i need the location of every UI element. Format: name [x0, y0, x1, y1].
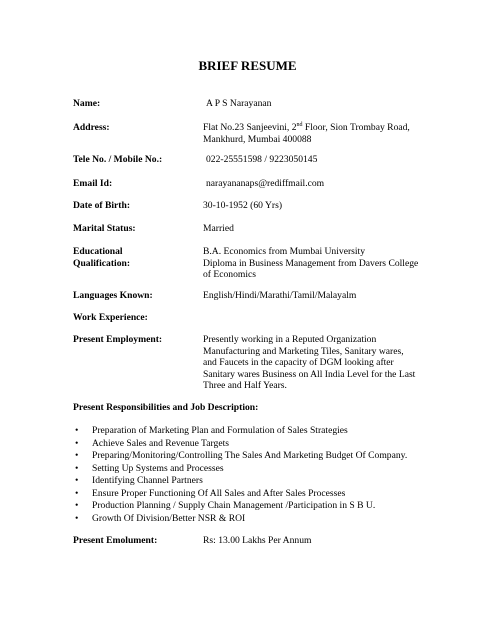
employment-line-4: Sanitary wares Business on All India Level for the Last	[203, 368, 416, 380]
present-employment-label: Present Employment:	[73, 334, 163, 345]
responsibilities-heading: Present Responsibilities and Job Description:	[73, 402, 259, 413]
name-value: A P S Narayanan	[206, 98, 272, 109]
list-item	[73, 475, 453, 488]
bullet-icon: •	[75, 475, 79, 486]
bullet-icon: •	[75, 500, 79, 511]
responsibilities-list	[73, 425, 453, 525]
education-label-line-1: Educational	[73, 246, 123, 257]
address-line-1	[203, 122, 435, 134]
list-item-text: Setting Up Systems and Processes	[92, 462, 224, 474]
bullet-icon: •	[75, 512, 79, 524]
page-title: BRIEF RESUME	[198, 58, 297, 73]
languages-label: Languages Known:	[73, 290, 153, 301]
email-value: narayananaps@rediffmail.com	[206, 178, 325, 189]
list-item-text: Ensure Proper Functioning Of All Sales and After Sales Processes	[92, 487, 346, 499]
name-label: Name:	[73, 98, 101, 109]
bullet-icon: •	[75, 462, 79, 474]
bullet-icon: •	[75, 425, 79, 436]
list-item	[73, 488, 453, 501]
list-item	[73, 438, 453, 451]
education-value	[203, 246, 435, 281]
list-item	[73, 500, 453, 513]
email-label: Email Id:	[73, 178, 113, 189]
address-superscript: nd	[296, 121, 303, 128]
emolument-label: Present Emolument:	[73, 535, 158, 546]
employment-line-1: Presently working in a Reputed Organization	[203, 334, 377, 345]
employment-line-5: Three and Half Years.	[203, 380, 287, 392]
list-item-text: Preparing/Monitoring/Controlling The Sales And Marketing Budget Of Company.	[92, 450, 408, 461]
address-line-1-part-b: Floor, Sion Trombay Road,	[302, 122, 410, 133]
phone-value: 022-25551598 / 9223050145	[206, 154, 318, 165]
bullet-icon: •	[75, 487, 79, 499]
education-label-line-2: Qualification:	[73, 257, 131, 269]
list-item	[73, 513, 453, 526]
bullet-icon: •	[75, 437, 79, 449]
list-item-text: Identifying Channel Partners	[92, 475, 203, 486]
education-line-2: Diploma in Business Management from Davers College	[203, 257, 419, 269]
list-item	[73, 450, 453, 463]
bullet-icon: •	[75, 450, 79, 461]
present-employment-value	[203, 334, 435, 392]
languages-value: English/Hindi/Marathi/Tamil/Malayalm	[203, 290, 357, 301]
marital-label: Marital Status:	[73, 223, 136, 234]
list-item	[73, 425, 453, 438]
employment-line-2: Manufacturing and Marketing Tiles, Sanitary wares,	[203, 345, 404, 357]
education-label	[73, 246, 201, 269]
list-item	[73, 463, 453, 476]
work-experience-label: Work Experience:	[73, 312, 148, 323]
address-line-2: Mankhurd, Mumbai 400088	[203, 133, 312, 145]
education-line-1: B.A. Economics from Mumbai University	[203, 246, 366, 257]
employment-line-3: and Faucets in the capacity of DGM looking after	[203, 357, 394, 369]
list-item-text: Growth Of Division/Better NSR & ROI	[92, 512, 246, 524]
education-line-3: of Economics	[203, 269, 257, 281]
phone-label: Tele No. / Mobile No.:	[73, 154, 163, 165]
list-item-text: Production Planning / Supply Chain Management /Participation in S B U.	[92, 500, 376, 511]
emolument-value: Rs: 13.00 Lakhs Per Annum	[203, 535, 312, 546]
list-item-text: Preparation of Marketing Plan and Formulation of Sales Strategies	[92, 425, 348, 436]
list-item-text: Achieve Sales and Revenue Targets	[92, 437, 229, 449]
marital-value: Married	[203, 223, 234, 234]
address-line-1-part-a: Flat No.23 Sanjeevini, 2	[203, 122, 297, 133]
address-value	[203, 122, 435, 145]
dob-value: 30-10-1952 (60 Yrs)	[203, 200, 283, 211]
address-label: Address:	[73, 122, 110, 133]
dob-label: Date of Birth:	[73, 200, 131, 211]
